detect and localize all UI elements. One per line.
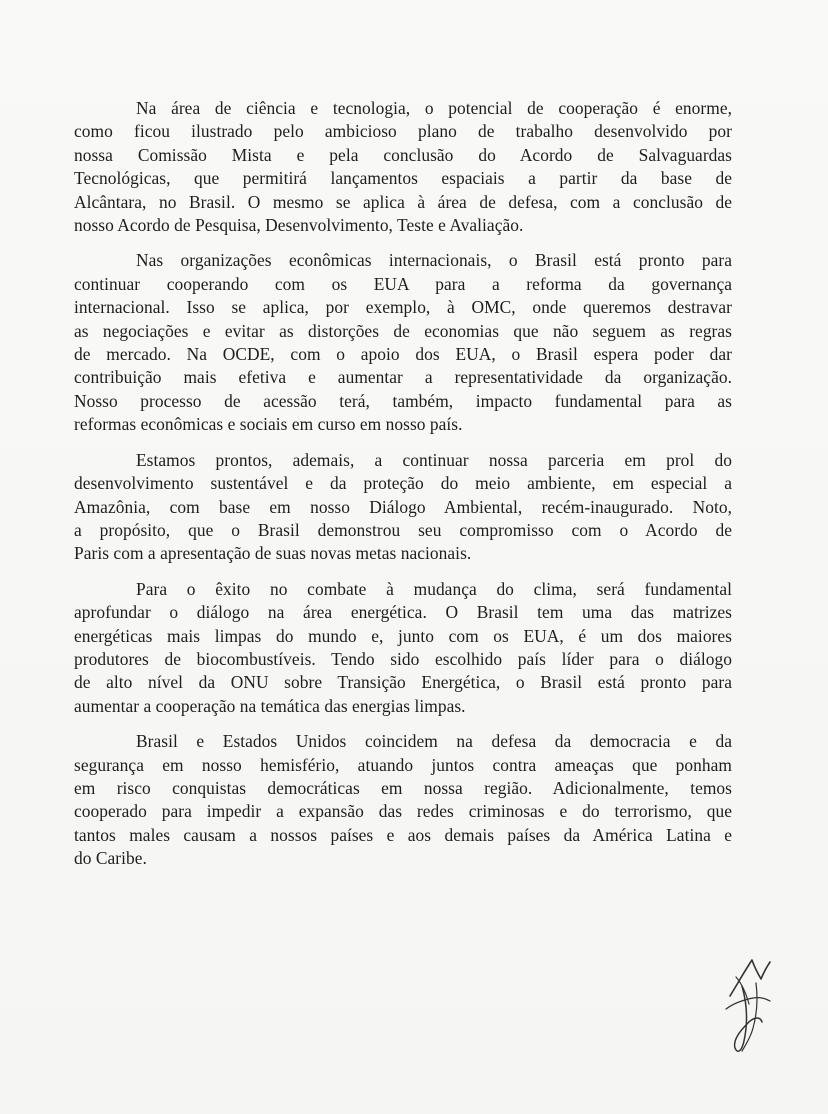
text-line: segurança em nosso hemisfério, atuando juntos contra ameaças que ponham: [74, 754, 732, 775]
handwritten-signature: [718, 948, 776, 1060]
text-line: Nas organizações econômicas internacionais, o Brasil está pronto para: [136, 250, 732, 271]
paragraph-science-technology: [74, 97, 732, 237]
document-body: [74, 97, 732, 871]
text-line: de mercado. Na OCDE, com o apoio dos EUA, o Brasil espera poder dar: [74, 344, 732, 365]
text-line: as negociações e evitar as distorções de economias que não seguem as regras: [74, 320, 732, 341]
paragraph-sustainable-development: [74, 449, 732, 566]
text-line: produtores de biocombustíveis. Tendo sido escolhido país líder para o diálogo: [74, 648, 732, 669]
text-line: desenvolvimento sustentável e da proteção do meio ambiente, em especial a: [74, 473, 732, 494]
text-line: de alto nível da ONU sobre Transição Energética, o Brasil está pronto para: [74, 672, 732, 693]
text-line: como ficou ilustrado pelo ambicioso plano de trabalho desenvolvido por: [74, 121, 732, 142]
paragraph-democracy-security: [74, 730, 732, 870]
text-line: cooperado para impedir a expansão das redes criminosas e do terrorismo, que: [74, 801, 732, 822]
text-line: Para o êxito no combate à mudança do clima, será fundamental: [136, 578, 732, 599]
text-line: internacional. Isso se aplica, por exemplo, à OMC, onde queremos destravar: [74, 297, 732, 318]
text-line: Nosso processo de acessão terá, também, impacto fundamental para as: [74, 390, 732, 411]
text-line: reformas econômicas e sociais em curso em nosso país.: [74, 414, 463, 435]
text-line: energéticas mais limpas do mundo e, junto com os EUA, é um dos maiores: [74, 625, 732, 646]
paragraph-energy: [74, 578, 732, 718]
text-line: a propósito, que o Brasil demonstrou seu compromisso com o Acordo de: [74, 519, 732, 540]
text-line: contribuição mais efetiva e aumentar a representatividade da organização.: [74, 367, 732, 388]
paragraph-economic-organizations: [74, 249, 732, 436]
text-line: em risco conquistas democráticas em nossa região. Adicionalmente, temos: [74, 777, 732, 798]
text-line: Brasil e Estados Unidos coincidem na defesa da democracia e da: [136, 731, 732, 752]
text-line: nosso Acordo de Pesquisa, Desenvolvimento, Teste e Avaliação.: [74, 215, 524, 236]
text-line: Tecnológicas, que permitirá lançamentos espaciais a partir da base de: [74, 168, 732, 189]
signature-mark: [718, 948, 776, 1060]
text-line: Paris com a apresentação de suas novas metas nacionais.: [74, 543, 472, 564]
text-line: aumentar a cooperação na temática das energias limpas.: [74, 695, 466, 716]
text-line: do Caribe.: [74, 848, 147, 869]
text-line: Estamos prontos, ademais, a continuar nossa parceria em prol do: [136, 449, 732, 470]
text-line: Amazônia, com base em nosso Diálogo Ambiental, recém-inaugurado. Noto,: [74, 496, 732, 517]
text-line: tantos males causam a nossos países e aos demais países da América Latina e: [74, 824, 732, 845]
text-line: Alcântara, no Brasil. O mesmo se aplica à área de defesa, com a conclusão de: [74, 191, 732, 212]
text-line: nossa Comissão Mista e pela conclusão do Acordo de Salvaguardas: [74, 144, 732, 165]
text-line: continuar cooperando com os EUA para a reforma da governança: [74, 273, 732, 294]
text-line: aprofundar o diálogo na área energética. O Brasil tem uma das matrizes: [74, 602, 732, 623]
text-line: Na área de ciência e tecnologia, o potencial de cooperação é enorme,: [136, 98, 732, 118]
